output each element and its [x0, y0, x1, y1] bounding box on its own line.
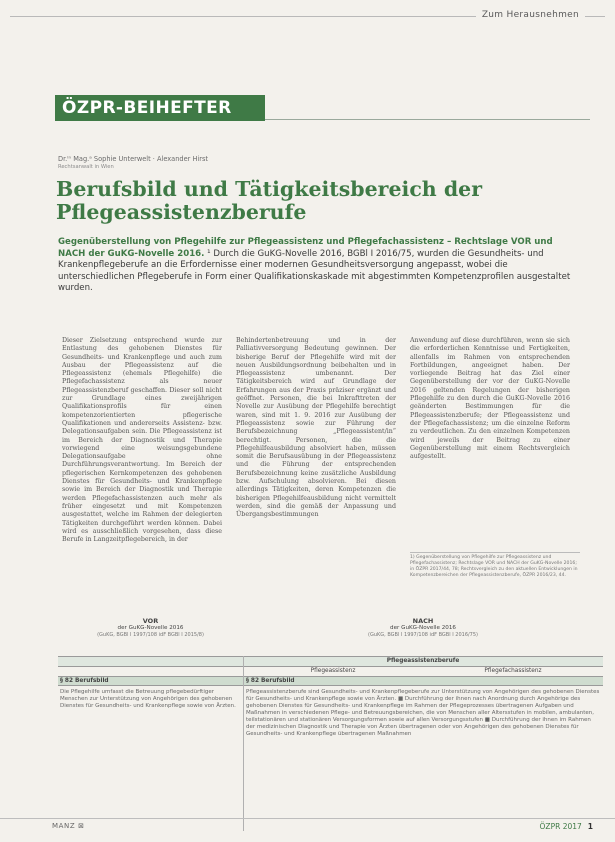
page-number: 1 [587, 822, 593, 831]
col-pflegefachassistenz: Pflegefachassistenz [484, 668, 542, 674]
beihefter-banner [55, 95, 265, 121]
article-title: Berufsbild und Tätigkeitsbereich der Pflegeassistenzberufe [56, 177, 483, 224]
section-right: § 82 Berufsbild [246, 678, 295, 684]
banner-rule [265, 119, 590, 120]
header-nach-sub: der GuKG-Novelle 2016 [390, 624, 456, 631]
body-column-1: Dieser Zielsetzung entsprechend wurde zur Entlastung des gehobenen Dienstes für Gesundheits- und Krankenpflege und auch zum Ausbau der Pflegeassistenz auf die Pflegeassistenz (ehemals Pflegehilfe) die Pflegefachassistenz als neuer Pflegeassistenzberuf geschaffen. Dieser soll nicht zur Grundlage eines zweijährigen Qualifikationsprofils für einen kompetenzorientierten pflegerische Qualifikationen und andererseits Assistenz- bzw. Delegationsaufgaben sein. Die Pflegeassistenz ist im Bereich der Diagnostik und Therapie vorwiegend eine weisungsgebundene Delegationsaufgabe ohne Durchführungsverantwortung. Im Bereich der pflegerischen Kernkompetenzen des gehobenen Dienstes für Gesundheits- und Krankenpflege sowie im Bereich der Diagnostik und Therapie werden Pflegefachassistenzen auch mehr als früher eingesetzt und mit Kompetenzen ausgestattet, welche im Rahmen der delegierten Tätigkeiten durchgeführt werden können. Dabei wird es ausschließlich vorgesehen, dass diese Berufe in Langzeitpflegebereich, in der [62, 337, 222, 544]
author-line [58, 155, 208, 170]
header-nach-ref: (GuKG, BGBl I 1997/108 idF BGBl I 2016/75) [368, 631, 478, 638]
body-column-2: Behindertenbetreuung und in der Palliativversorgung Bedeutung gewinnen. Der bisherige Beruf der Pflegehilfe wird mit der neuen Ausbildungsordnung beibehalten und in Pflegeassistenz umbenannt. Der Tätigkeitsbereich wird auf Grundlage der Erfahrungen aus der Praxis präziser ergänzt und geöffnet. Personen, die bei Inkrafttreten der Novelle zur Ausübung der Pflegehilfe berechtigt waren, sind mit 1. 9. 2016 zur Ausübung der Pflegeassistenz sowie zur Führung der Berufsbezeichnung „Pflegeassistent/in“ berechtigt. Personen, die die Pflegehilfeausbildung absolviert haben, müssen somit die Berufsausübung in der Pflegeassistenz und die Führung der entsprechenden Berufsbezeichnung keine zusätzliche Ausbildung bzw. Aufschulung absolvieren. Bei diesen allerdings Tätigkeiten, deren Kompetenzen die bisherigen Pflegehilfeausbildung nicht vermittelt werden, sind die gemäß der Anpassung und Übergangsbestimmungen [236, 337, 396, 519]
author-affiliation: Rechtsanwalt in Wien [58, 164, 114, 170]
body-column-3: Anwendung auf diese durchführen, wenn sie sich die erforderlichen Kenntnisse und Fertigkeiten, allenfalls im Rahmen von entsprechenden Fortbildungen, angeeignet haben. Der vorliegende Beitrag hat das Ziel einer Gegenüberstellung der vor der GuKG-Novelle 2016 geltenden Regelungen der bisherigen Pflegehilfe zu den durch die GuKG-Novelle 2016 geänderten Bestimmungen für die Pflegeassistenzberufe; der Pflegeassistenz und der Pflegefachassistenz; um die einzelne Reform zu verdeutlichen. Zu den einzelnen Kompetenzen wird jeweils der Beitrag zu einer Gegenüberstellung mit einem Rechtsvergleich aufgestellt. [410, 337, 570, 461]
header-vor: VOR [142, 617, 159, 625]
section-tag: Zum Herausnehmen [476, 10, 585, 20]
lead-bold: Gegenüberstellung von Pflegehilfe zur Pflegeassistenz und Pflegefachassistenz – Rechtslage VOR und NACH der GuKG-Novelle 2016. [58, 237, 553, 259]
journal-name: ÖZPR 2017 [539, 822, 582, 831]
table-cell-vor: Die Pflegehilfe umfasst die Betreuung pflegebedürftiger Menschen zur Unterstützung von Angehörigen des gehobenen Dienstes für Gesundheits- und Krankenpflege sowie von Ärzten. [60, 689, 236, 709]
article-lead [58, 237, 583, 295]
footer-rule [0, 818, 615, 819]
table-header-right [243, 618, 603, 654]
lead-text: ¹ Durch die GuKG-Novelle 2016, BGBl I 2016/75, wurden die Gesundheits- und Krankenpflegeberufe an die Erfordernisse einer modernen Gesundheitsversorgung angepasst, wobei die unterschiedlichen Pflegeberufe in Form einer Qualifikationskaskade mit abgestimmten Kompetenzprofilen ausgestaltet wurden. [58, 248, 571, 294]
table-body-row [58, 685, 603, 796]
header-vor-ref: (GuKG, BGBl I 1997/108 idF BGBl I 2015/8) [97, 631, 204, 638]
table-header-left [58, 618, 243, 654]
page-footer [540, 822, 593, 831]
header-vor-sub: der GuKG-Novelle 2016 [117, 624, 184, 631]
group-header: Pflegeassistenzberufe [386, 658, 460, 664]
header-nach: NACH [412, 617, 434, 625]
author-names: Dr.ᴵⁿ Mag.ᵃ Sophie Unterwelt · Alexander Hirst [58, 155, 208, 163]
column-divider [243, 656, 244, 831]
footnote: 1) Gegenüberstellung von Pflegehilfe zur Pflegeassistenz und Pflegefachassistenz; Rechtslage VOR und NACH der GuKG-Novelle 2016; in ÖZPR 2017/44, 78; Rechtsvergleich zu den aktuellen Entwicklungen in Kompetenzbereichen der Pflegeassistenzberufe, ÖZPR 2016/23, 44. [410, 552, 580, 579]
section-left: § 82 Berufsbild [60, 678, 109, 684]
col-pflegeassistenz: Pflegeassistenz [310, 668, 356, 674]
publisher-logo: MANZ ⊠ [52, 822, 85, 830]
banner-label: ÖZPR-BEIHEFTER [62, 98, 232, 118]
running-header [0, 10, 615, 24]
table-cell-nach: Pflegeassistenzberufe sind Gesundheits- und Krankenpflegeberufe zur Unterstützung von Angehörigen des gehobenen Dienstes für Gesundheits- und Krankenpflege sowie von Ärzten. ■ Durchführung der ihnen nach Anordnung durch Angehörige des gehobenen Dienstes für Gesundheits- und Krankenpflege im Rahmen der Pflegeprozesses übertragenen Aufgaben und Maßnahmen in verschiedenen Pflege- und Betreuungsbereichen, die von Menschen aller Altersstufen in mobilen, ambulanten, teilstationären und stationären Versorgungsformen sowie auf allen Versorgungsstufen ■ Durchführung der ihnen im Rahmen der medizinischen Diagnostik und Therapie von Ärzten übertragenen oder von Angehörigen des gehobenen Dienstes für Gesundheits- und Krankenpflege übertragenen Maßnahmen [246, 689, 600, 737]
